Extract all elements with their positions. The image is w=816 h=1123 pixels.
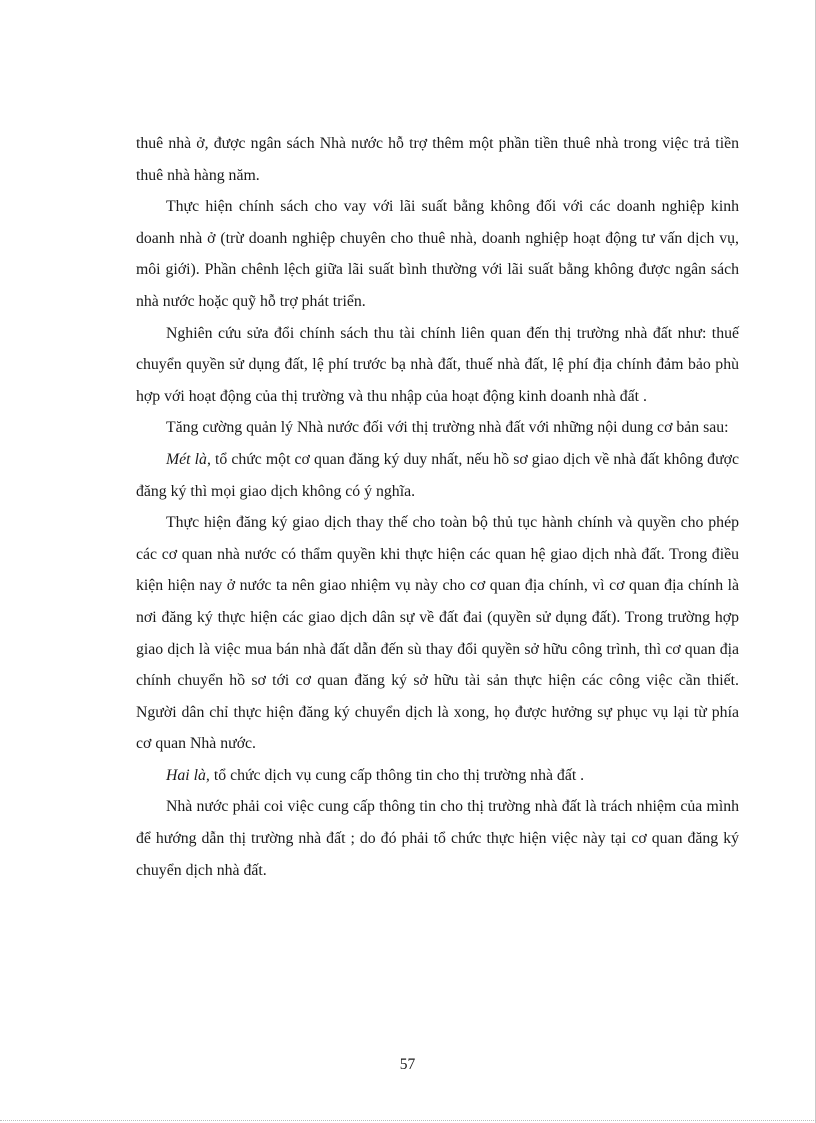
paragraph-2 [136,191,739,317]
page-number: 57 [399,1056,416,1073]
paragraph-1 [136,128,739,191]
paragraph-text: Tăng cường quản lý Nhà nước đối với thị trường nhà đất với những nội dung cơ bản sau: [166,419,729,437]
paragraph-8 [136,791,739,886]
paragraph-4 [136,412,739,444]
paragraph-text: thuê nhà ở, được ngân sách Nhà nước hỗ trợ thêm một phần tiền thuê nhà trong việc trả tiền thuê nhà hàng năm. [136,135,739,184]
paragraph-text: tổ chức dịch vụ cung cấp thông tin cho thị trường nhà đất . [209,766,585,784]
paragraph-6 [136,507,739,760]
paragraph-7 [136,760,739,792]
paragraph-5 [136,444,739,507]
paragraph-3 [136,318,739,413]
paragraph-text: Thực hiện đăng ký giao dịch thay thế cho toàn bộ thủ tục hành chính và quyền cho phép các cơ quan nhà nước có thẩm quyền khi thực hiện các quan hệ giao dịch nhà đất. Trong điều kiện hiện nay ở nước ta nên giao nhiệm vụ này cho cơ quan địa chính, vì cơ quan địa chính là nơi đăng ký thực hiện các giao dịch dân sự về đất đai (quyền sử dụng đất). Trong trường hợp giao dịch là việc mua bán nhà đất dẫn đến sù thay đổi quyền sở hữu công trình, thì cơ quan địa chính chuyển hồ sơ tới cơ quan đăng ký sở hữu tài sản thực hiện các công việc cần thiết. Người dân chỉ thực hiện đăng ký chuyển dịch là xong, họ được hưởng sự phục vụ lại từ phía cơ quan Nhà nước. [136,514,739,753]
paragraph-lead: Mét là [166,450,207,468]
paragraph-text: Nghiên cứu sửa đổi chính sách thu tài chính liên quan đến thị trường nhà đất như: thuế chuyển quyền sử dụng đất, lệ phí trước bạ nhà đất, thuế nhà đất, lệ phí địa chính đảm bảo phù hợp với hoạt động của thị trường và thu nhập của hoạt động kinh doanh nhà đất . [136,324,739,405]
paragraph-text: Thực hiện chính sách cho vay với lãi suất bằng không đối với các doanh nghiệp kinh doanh nhà ở (trừ doanh nghiệp chuyên cho thuê nhà, doanh nghiệp hoạt động tư vấn dịch vụ, môi giới). Phần chênh lệch giữa lãi suất bình thường với lãi suất bằng không được ngân sách nhà nước hoặc quỹ hỗ trợ phát triển. [136,198,739,310]
paragraph-text: , tổ chức một cơ quan đăng ký duy nhất, nếu hồ sơ giao dịch về nhà đất không được đăng ký thì mọi giao dịch không có ý nghĩa. [136,450,739,500]
page-bottom-divider [0,1120,816,1121]
body-text [136,128,739,886]
paragraph-lead: Hai là, [166,766,210,784]
paragraph-text: Nhà nước phải coi việc cung cấp thông tin cho thị trường nhà đất là trách nhiệm của mình để hướng dẫn thị trường nhà đất ; do đó phải tổ chức thực hiện việc này tại cơ quan đăng ký chuyển dịch nhà đất. [136,798,739,879]
